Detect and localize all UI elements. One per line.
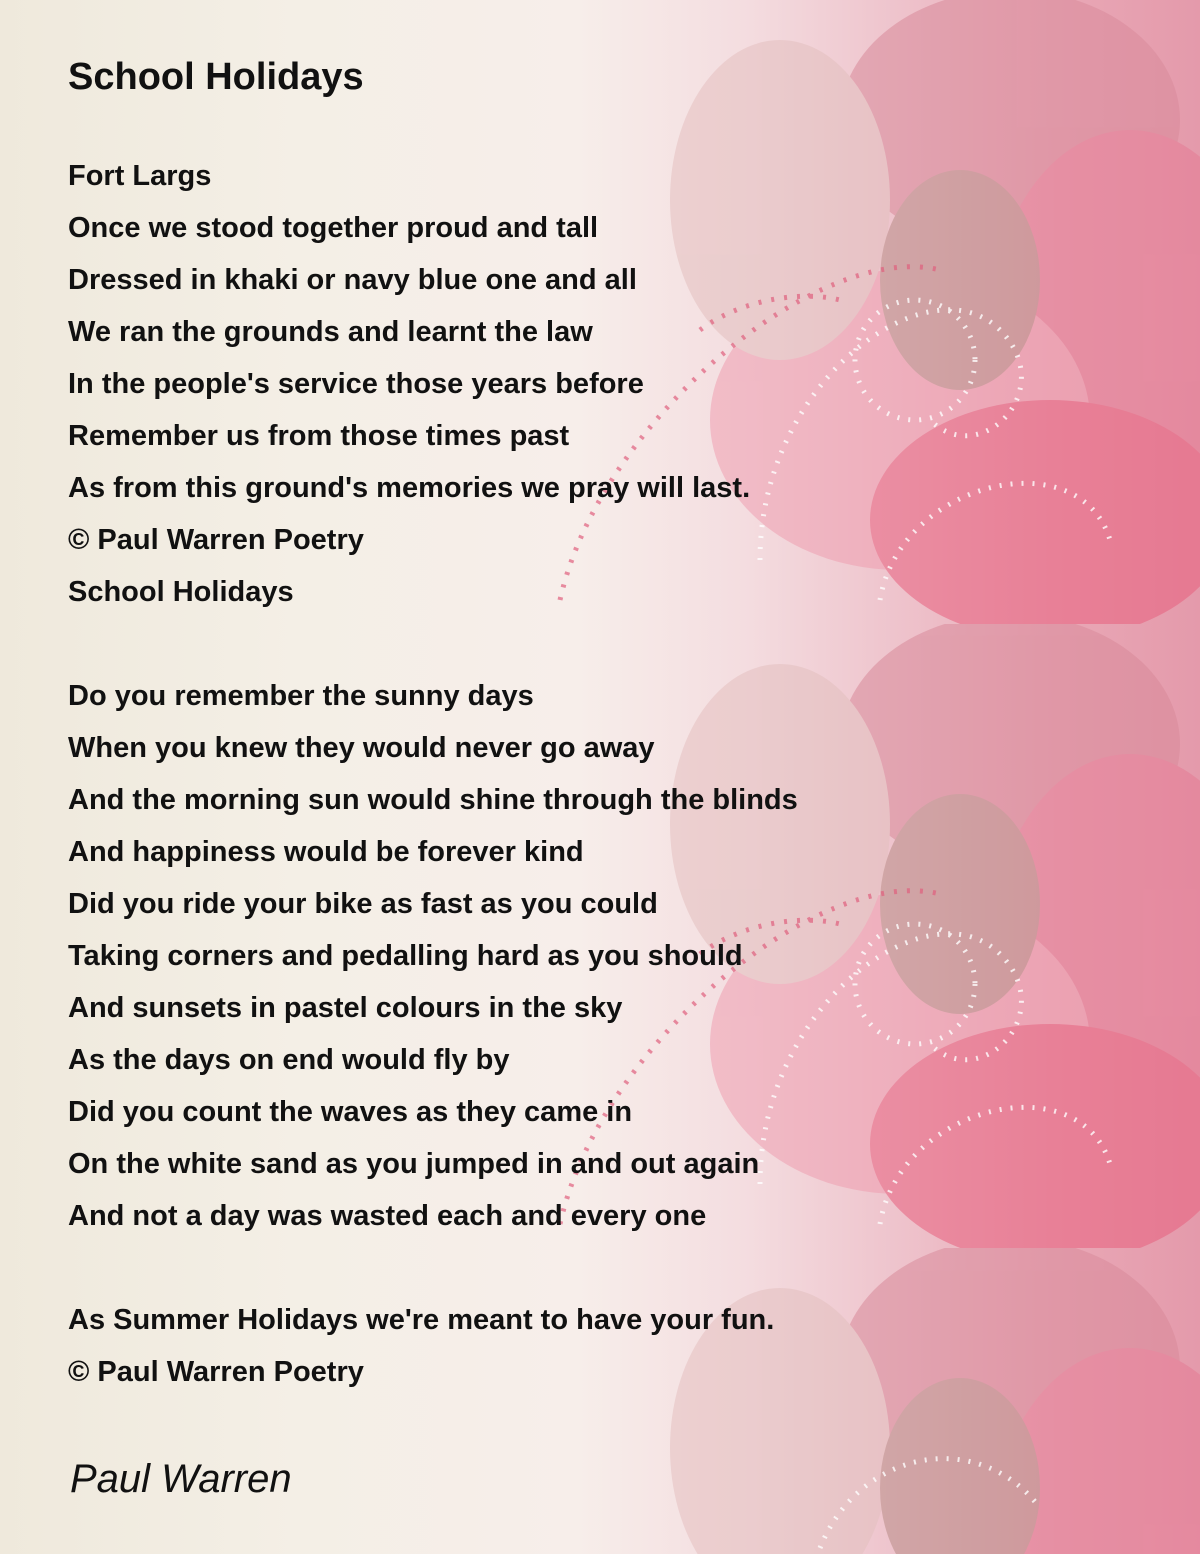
poem-line: Fort Largs (68, 160, 212, 192)
poem-line: As Summer Holidays we're meant to have your fun. (68, 1304, 775, 1336)
poem-line: And happiness would be forever kind (68, 836, 584, 868)
poem-line: In the people's service those years before (68, 368, 644, 400)
poem-line: Remember us from those times past (68, 420, 570, 452)
author-signature: Paul Warren (70, 1457, 292, 1501)
poem-line: Dressed in khaki or navy blue one and all (68, 264, 637, 296)
poem-line: Did you ride your bike as fast as you could (68, 888, 658, 920)
poem-line: © Paul Warren Poetry (68, 1356, 364, 1388)
background-floral-band (0, 1248, 1200, 1554)
poem-line: And not a day was wasted each and every one (68, 1200, 707, 1232)
poem-line: And the morning sun would shine through the blinds (68, 784, 798, 816)
poem-line: On the white sand as you jumped in and out again (68, 1148, 760, 1180)
poem-line: Taking corners and pedalling hard as you should (68, 940, 743, 972)
poem-line: Do you remember the sunny days (68, 680, 534, 712)
poem-line: School Holidays (68, 576, 294, 608)
poem-line: © Paul Warren Poetry (68, 524, 364, 556)
poem-title: School Holidays (68, 56, 364, 98)
poem-line: When you knew they would never go away (68, 732, 655, 764)
floral-decoration (0, 1248, 1200, 1554)
poem-line: Once we stood together proud and tall (68, 212, 599, 244)
poem-line: And sunsets in pastel colours in the sky (68, 992, 623, 1024)
poem-line: As from this ground's memories we pray will last. (68, 472, 751, 504)
poem-line: Did you count the waves as they came in (68, 1096, 633, 1128)
poem-line: We ran the grounds and learnt the law (68, 316, 593, 348)
poem-line: As the days on end would fly by (68, 1044, 510, 1076)
